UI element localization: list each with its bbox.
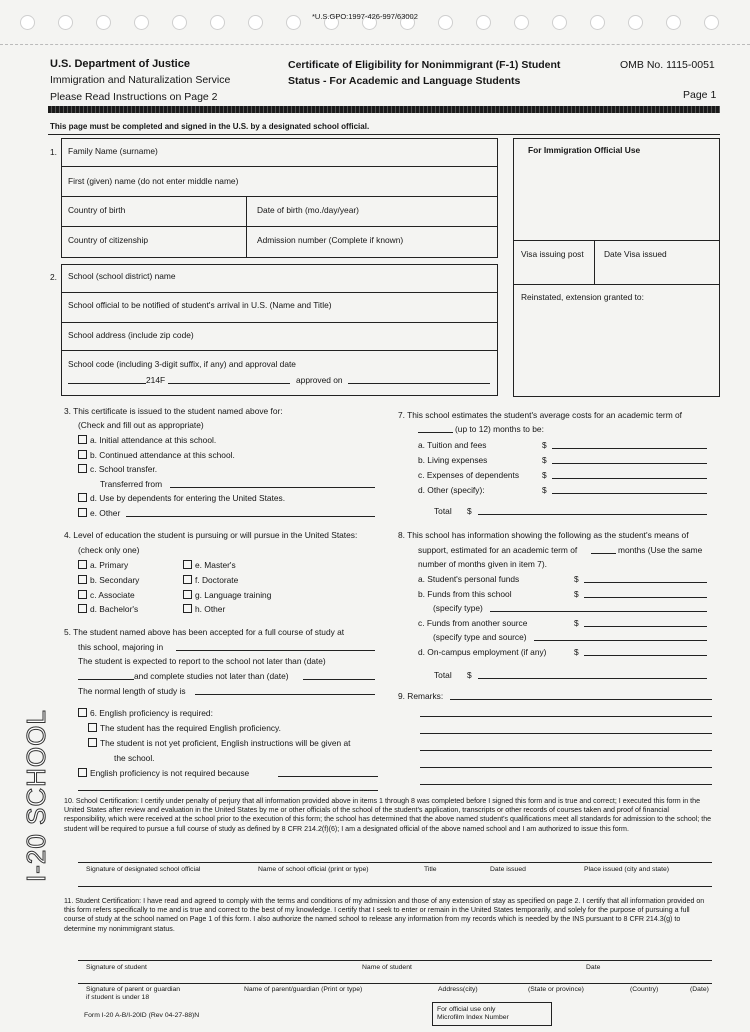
agency: U.S. Department of Justice [50,58,190,70]
parent-date-label: (Date) [690,986,709,993]
remarks-line[interactable] [420,750,712,751]
option-6-cont: the school. [114,753,155,763]
other-line[interactable] [126,516,375,517]
student-name-label: Name of student [362,964,412,971]
checkbox-icon[interactable] [78,575,87,584]
visa-issuing-post-field[interactable]: Visa issuing post [521,249,584,259]
personal-funds-label: a. Student's personal funds [418,574,520,584]
form-id: Form I-20 A-B/I-20ID (Rev 04-27-88)N [84,1012,200,1019]
total-8-line[interactable] [478,678,707,679]
dollar-sign: $ [467,670,472,680]
option-4c[interactable]: c. Associate [78,590,135,600]
option-4e[interactable]: e. Master's [183,560,236,570]
remarks-line[interactable] [450,699,712,700]
school-name-field[interactable]: School (school district) name [68,271,176,281]
checkbox-icon[interactable] [78,604,87,613]
date-visa-issued-field[interactable]: Date Visa issued [604,249,667,259]
other-funds-label: c. Funds from another source [418,618,528,628]
complete-date-label: and complete studies not later than (date) [134,671,289,681]
report-date-line[interactable] [78,679,134,680]
section8-note: number of months given in item 7). [418,559,547,569]
school-certification: 10. School Certification: I certify under penalty of perjury that all information provided above in items 1 through 8 was completed before I signed this form and is true and correct; I executed this form in the United States after review and evaluation in the United States by me or other officials of the school of the student's application, transcripts or other records of courses taken and proof of financial responsibility, which were received at the school prior to the execution of this form; the school has determined that the above named student's qualifications meet all standards for admission to the school; the student will be required to pursue a full course of study as defined by 8 CFR 214.2(f)(6); I am a designated official of the above named school and I am authorized to issue this form. [64,797,712,833]
form-title-line1: Certificate of Eligibility for Nonimmigrant (F-1) Student [288,59,561,71]
dependents-line[interactable] [552,478,707,479]
checkbox-icon[interactable] [78,590,87,599]
remarks-label: 9. Remarks: [398,691,444,701]
omb-number: OMB No. 1115-0051 [620,59,715,71]
checkbox-icon[interactable] [78,435,87,444]
place-issued-label: Place issued (city and state) [584,866,670,873]
perforation-line [0,44,750,45]
option-4d[interactable]: d. Bachelor's [78,604,138,614]
living-label: b. Living expenses [418,455,488,465]
school-code-line[interactable] [68,383,146,384]
approved-on-label: approved on [296,375,343,385]
section3-note: (Check and fill out as appropriate) [78,420,204,430]
section8-title: 8. This school has information showing the following as the student's means of [398,530,689,540]
option-6-proficient[interactable]: The student has the required English proficiency. [88,723,281,733]
option-3d[interactable]: d. Use by dependents for entering the United States. [78,493,285,503]
student-signature-label: Signature of student [86,964,147,971]
school-funds-line[interactable] [584,597,707,598]
section5-title: 5. The student named above has been accepted for a full course of study at [64,627,345,637]
remarks-line[interactable] [420,784,712,785]
total-7-line[interactable] [478,514,707,515]
official-use-note: For official use only [437,1006,496,1013]
option-3e[interactable]: e. Other [78,508,120,518]
dependents-label: c. Expenses of dependents [418,470,520,480]
dollar-sign: $ [574,647,579,657]
school-funds-type-line[interactable] [490,611,707,612]
country-of-citizenship-field[interactable]: Country of citizenship [68,235,149,245]
service: Immigration and Naturalization Service [50,74,231,86]
term-months-line[interactable] [418,432,453,433]
school-funds-type: (specify type) [433,603,483,613]
school-address-field[interactable]: School address (include zip code) [68,330,194,340]
checkbox-icon[interactable] [78,708,87,717]
checkbox-icon[interactable] [183,560,192,569]
remarks-line[interactable] [420,733,712,734]
date-issued-label: Date issued [490,866,526,873]
family-name-field[interactable]: Family Name (surname) [68,146,158,156]
dollar-sign: $ [574,589,579,599]
approved-on-line[interactable] [348,383,490,384]
remarks-line[interactable] [420,767,712,768]
transferred-from-line[interactable] [170,487,375,488]
country-of-birth-field[interactable]: Country of birth [68,205,126,215]
reinstated-field[interactable]: Reinstated, extension granted to: [521,292,644,302]
instructions-note: Please Read Instructions on Page 2 [50,91,218,103]
option-4g[interactable]: g. Language training [183,590,271,600]
option-4b[interactable]: b. Secondary [78,575,139,585]
school-code-label: School code (including 3-digit suffix, if any) and approval date [68,359,296,369]
country-label: (Country) [630,986,659,993]
address-city-label: Address(city) [438,986,478,993]
option-3c[interactable]: c. School transfer. [78,464,157,474]
header-bar [48,106,720,113]
side-label: I-20 SCHOOL [21,709,51,882]
section4-title: 4. Level of education the student is pursuing or will pursue in the United States: [64,530,358,540]
living-line[interactable] [552,463,707,464]
checkbox-icon[interactable] [88,738,97,747]
student-date-label: Date [586,964,601,971]
parent-name-label: Name of parent/guardian (Print or type) [244,986,363,993]
support-months-line[interactable] [591,553,616,554]
employment-line[interactable] [584,655,707,656]
checkbox-icon[interactable] [183,604,192,613]
dollar-sign: $ [574,574,579,584]
admission-number-field[interactable]: Admission number (Complete if known) [257,235,404,245]
student-certification: 11. Student Certification: I have read and agreed to comply with the terms and conditions of my admission and those of any extension of stay as specified on page 2. I certify that all information provided on this form refers specifically to me and is true and correct to the best of my knowledge. I certify that I seek to enter or remain in the United States temporarily, and solely for the purpose of pursuing a full course of study at the school named on Page 1 of this form. I also authorize the named school to release any information from my records which is needed by the INS pursuant to 8 CFR 214.3(g) to determine my nonimmigrant status. [64,897,705,933]
section7-months: (up to 12) months to be: [455,424,544,434]
dollar-sign: $ [542,455,547,465]
option-4a[interactable]: a. Primary [78,560,128,570]
major-line[interactable] [176,650,375,651]
section3-title: 3. This certificate is issued to the student named above for: [64,406,283,416]
option-4f[interactable]: f. Doctorate [183,575,238,585]
school-signature-line[interactable] [78,862,712,863]
employment-label: d. On-campus employment (if any) [418,647,547,657]
section2-number: 2. [50,272,57,282]
parent-signature-line[interactable] [78,983,712,984]
option-4h[interactable]: h. Other [183,604,225,614]
option-3a[interactable]: a. Initial attendance at this school. [78,435,216,445]
school-signature-label: Signature of designated school official [86,866,201,873]
checkbox-icon[interactable] [78,560,87,569]
dollar-sign: $ [542,470,547,480]
other-funds-type-line[interactable] [534,640,707,641]
length-of-study-label: The normal length of study is [78,686,186,696]
checkbox-icon[interactable] [78,768,87,777]
school-code-suffix: 214F [146,375,166,385]
divider [48,134,720,135]
other-costs-line[interactable] [552,493,707,494]
checkbox-icon[interactable] [78,450,87,459]
form-title-line2: Status - For Academic and Language Students [288,75,521,87]
first-name-field[interactable]: First (given) name (do not enter middle name) [68,176,239,186]
major-label: this school, majoring in [78,642,164,652]
checkbox-icon[interactable] [78,464,87,473]
section6-title[interactable]: 6. English proficiency is required: [64,708,213,718]
checkbox-icon[interactable] [88,723,97,732]
school-official-name-label: Name of school official (print or type) [258,866,369,873]
checkbox-icon[interactable] [183,590,192,599]
school-funds-label: b. Funds from this school [418,589,512,599]
parent-signature-note: if student is under 18 [86,994,150,1001]
section8-months: months (Use the same [618,545,703,555]
date-of-birth-field[interactable]: Date of birth (mo./day/year) [257,205,359,215]
remarks-line[interactable] [420,716,712,717]
other-funds-line[interactable] [584,626,707,627]
student-signature-line[interactable] [78,960,712,961]
checkbox-icon[interactable] [78,493,87,502]
personal-funds-line[interactable] [584,582,707,583]
not-required-line[interactable] [278,776,378,777]
dollar-sign: $ [574,618,579,628]
page-number: Page 1 [683,89,717,101]
option-6-not-proficient[interactable]: The student is not yet proficient, English instructions will be given at [88,738,350,748]
school-official-field[interactable]: School official to be notified of student's arrival in U.S. (Name and Title) [68,300,332,310]
title-label: Title [424,866,437,873]
other-costs-label: d. Other (specify): [418,485,485,495]
report-date-label: The student is expected to report to the school not later than (date) [78,656,326,666]
dollar-sign: $ [467,506,472,516]
length-of-study-line[interactable] [195,694,375,695]
transferred-from-label: Transferred from [100,479,163,489]
complete-date-line[interactable] [303,679,375,680]
option-6-not-required[interactable]: English proficiency is not required because [78,768,249,778]
official-use-title: For Immigration Official Use [528,145,641,155]
dollar-sign: $ [542,440,547,450]
section7-title: 7. This school estimates the student's average costs for an academic term of [398,410,683,420]
total-7-label: Total [434,506,452,516]
section4-note: (check only one) [78,545,140,555]
parent-signature-label: Signature of parent or guardian [86,986,181,993]
state-label: (State or province) [528,986,584,993]
section1-number: 1. [50,147,57,157]
notice: This page must be completed and signed in the U.S. by a designated school official. [50,122,370,131]
checkbox-icon[interactable] [183,575,192,584]
official-use-box [513,138,720,397]
dollar-sign: $ [542,485,547,495]
gpo-code: *U.S.GPO:1997-426-997/63002 [312,12,418,21]
section8-term: support, estimated for an academic term of [418,545,578,555]
total-8-label: Total [434,670,452,680]
tuition-label: a. Tuition and fees [418,440,487,450]
tuition-line[interactable] [552,448,707,449]
microfilm-index-label: Microfilm Index Number [437,1014,509,1021]
other-funds-type: (specify type and source) [433,632,527,642]
checkbox-icon[interactable] [78,508,87,517]
option-3b[interactable]: b. Continued attendance at this school. [78,450,235,460]
